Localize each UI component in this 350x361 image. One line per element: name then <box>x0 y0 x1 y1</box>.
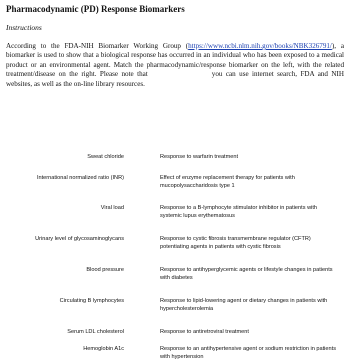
page-title: Pharmacodynamic (PD) Response Biomarkers <box>6 4 185 14</box>
treatment-description: Response to a B-lymphocyte stimulator inhibitor in patients with systemic lupus erythematosus <box>160 205 318 219</box>
biomarker-term: Sweat chloride <box>87 154 124 160</box>
biomarker-term: Viral load <box>100 205 124 211</box>
treatment-description: Response to antihyperglycemic agents or lifestyle changes in patients with diabetes <box>160 267 333 281</box>
instructions-text-start: According to the FDA-NIH Biomarker Working Group ( <box>6 42 189 50</box>
instructions-heading: Instructions <box>6 23 42 32</box>
treatment-description: Response to cystic fibrosis transmembrane regulator (CFTR) potentiating agents in patients with cystic fibrosis <box>160 236 311 250</box>
treatment-description: Response to antiretroviral treatment <box>160 329 249 335</box>
biomarker-term: Blood pressure <box>86 267 124 273</box>
treatment-description: Response to an antihypertensive agent or sodium restriction in patients with hypertension <box>160 346 336 360</box>
treatment-description: Response to warfarin treatment <box>160 154 239 160</box>
instructions-paragraph <box>6 42 344 89</box>
biomarker-term: International normalized ratio (INR) <box>36 175 124 181</box>
instructions-text-end: you can use internet search, FDA and NIH websites, as well as the on-line library resources. <box>6 70 344 88</box>
treatment-description: Effect of enzyme replacement therapy for patients with mucopolysaccharidosis type 1 <box>160 175 295 189</box>
biomarker-term: Hemoglobin A1c <box>83 346 124 352</box>
ncbi-book-link[interactable]: https://www.ncbi.nlm.nih.gov/books/NBK326791/ <box>188 42 332 50</box>
treatment-description: Response to lipid-lowering agent or dietary changes in patients with hypercholesterolemia <box>160 298 328 312</box>
biomarker-term: Serum LDL cholesterol <box>67 329 124 335</box>
biomarker-term: Circulating B lymphocytes <box>59 298 124 304</box>
instructions-text-middle: ), a biomarker is used to show that a biological response has occurred in an individual who has been exposed to a medical product or an environmental agent. Match the pharmacodynamic/response biomarker on the left, with the related treatment/disease on the right. Please note that <box>6 42 344 79</box>
biomarker-term: Urinary level of glycosaminoglycans <box>35 236 124 242</box>
